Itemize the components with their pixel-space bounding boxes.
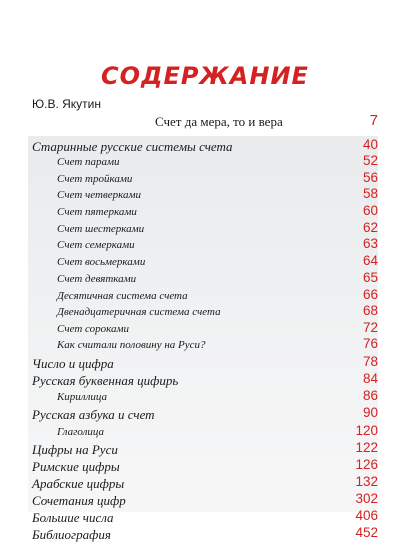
toc-entry xyxy=(28,525,378,543)
toc-entry-page: 52 xyxy=(362,153,378,168)
toc-entry-page: 452 xyxy=(355,525,378,540)
toc-entry xyxy=(28,336,378,354)
toc-entry-label: Арабские цифры xyxy=(32,476,125,491)
toc-entry-label: Счет четверками xyxy=(57,189,141,201)
table-of-contents xyxy=(28,136,378,542)
toc-entry-page: 63 xyxy=(362,236,378,251)
toc-entry-page: 90 xyxy=(362,405,378,420)
toc-entry xyxy=(28,354,378,372)
toc-entry-label: Счет сороками xyxy=(57,323,130,335)
toc-entry-label: Счет тройками xyxy=(57,173,133,185)
toc-entry-page: 78 xyxy=(362,354,378,369)
author-name: Ю.В. Якутин xyxy=(32,97,102,111)
toc-entry xyxy=(28,186,378,204)
toc-entry-label: Римские цифры xyxy=(32,459,120,474)
toc-entry-label: Глаголица xyxy=(57,426,105,438)
toc-entry xyxy=(28,388,378,406)
toc-entry-page: 65 xyxy=(362,270,378,285)
toc-entry-page: 86 xyxy=(362,388,378,403)
toc-entry-label: Счет девятками xyxy=(57,273,137,285)
toc-entry-page: 66 xyxy=(362,287,378,302)
toc-entry-page: 120 xyxy=(355,423,378,438)
toc-entry-page: 62 xyxy=(362,220,378,235)
toc-entry-page: 58 xyxy=(362,186,378,201)
toc-entry-label: Сочетания цифр xyxy=(32,493,126,508)
toc-entry xyxy=(28,440,378,458)
toc-entry-page: 406 xyxy=(355,508,378,523)
toc-entry-page: 76 xyxy=(362,336,378,351)
toc-entry xyxy=(28,236,378,254)
toc-entry-page: 84 xyxy=(362,371,378,386)
intro-entry xyxy=(32,112,378,132)
toc-entry-label: Цифры на Руси xyxy=(32,442,118,457)
toc-entry-page: 302 xyxy=(355,491,378,506)
toc-entry-label: Русская азбука и счет xyxy=(32,407,155,422)
toc-entry xyxy=(28,457,378,475)
toc-entry-label: Библиография xyxy=(32,527,111,542)
toc-entry-page: 68 xyxy=(362,303,378,318)
toc-entry-label: Счет парами xyxy=(57,156,120,168)
page-title: СОДЕРЖАНИЕ xyxy=(101,62,309,90)
toc-entry-page: 126 xyxy=(355,457,378,472)
toc-entry-page: 60 xyxy=(362,203,378,218)
toc-entry-label: Русская буквенная цифирь xyxy=(32,373,179,388)
toc-entry-label: Кириллица xyxy=(57,391,108,403)
toc-entry-label: Двенадцатеричная система счета xyxy=(57,306,221,318)
toc-entry-page: 132 xyxy=(355,474,378,489)
intro-entry-page: 7 xyxy=(369,112,378,129)
toc-entry xyxy=(28,491,378,509)
toc-entry-label: Счет семерками xyxy=(57,239,135,251)
toc-entry-page: 40 xyxy=(362,137,378,152)
toc-entry xyxy=(28,203,378,221)
toc-entry-label: Большие числа xyxy=(32,510,114,525)
toc-entry xyxy=(28,423,378,441)
toc-entry-label: Десятичная система счета xyxy=(57,290,188,302)
toc-entry xyxy=(28,253,378,271)
toc-entry xyxy=(28,371,378,389)
toc-entry-label: Как считали половину на Руси? xyxy=(57,339,206,351)
toc-entry-page: 56 xyxy=(362,170,378,185)
toc-entry-label: Число и цифра xyxy=(32,356,114,371)
toc-entry-label: Счет восьмерками xyxy=(57,256,146,268)
toc-entry-page: 64 xyxy=(362,253,378,268)
toc-entry xyxy=(28,474,378,492)
toc-entry-page: 122 xyxy=(355,440,378,455)
toc-entry xyxy=(28,405,378,423)
toc-entry xyxy=(28,508,378,526)
intro-entry-label: Счет да мера, то и вера xyxy=(155,114,283,129)
toc-entry xyxy=(28,303,378,321)
toc-entry-label: Старинные русские системы счета xyxy=(32,139,233,154)
toc-entry xyxy=(28,270,378,288)
toc-entry-label: Счет шестерками xyxy=(57,223,145,235)
toc-entry-page: 72 xyxy=(362,320,378,335)
toc-entry-label: Счет пятерками xyxy=(57,206,137,218)
toc-entry xyxy=(28,153,378,171)
